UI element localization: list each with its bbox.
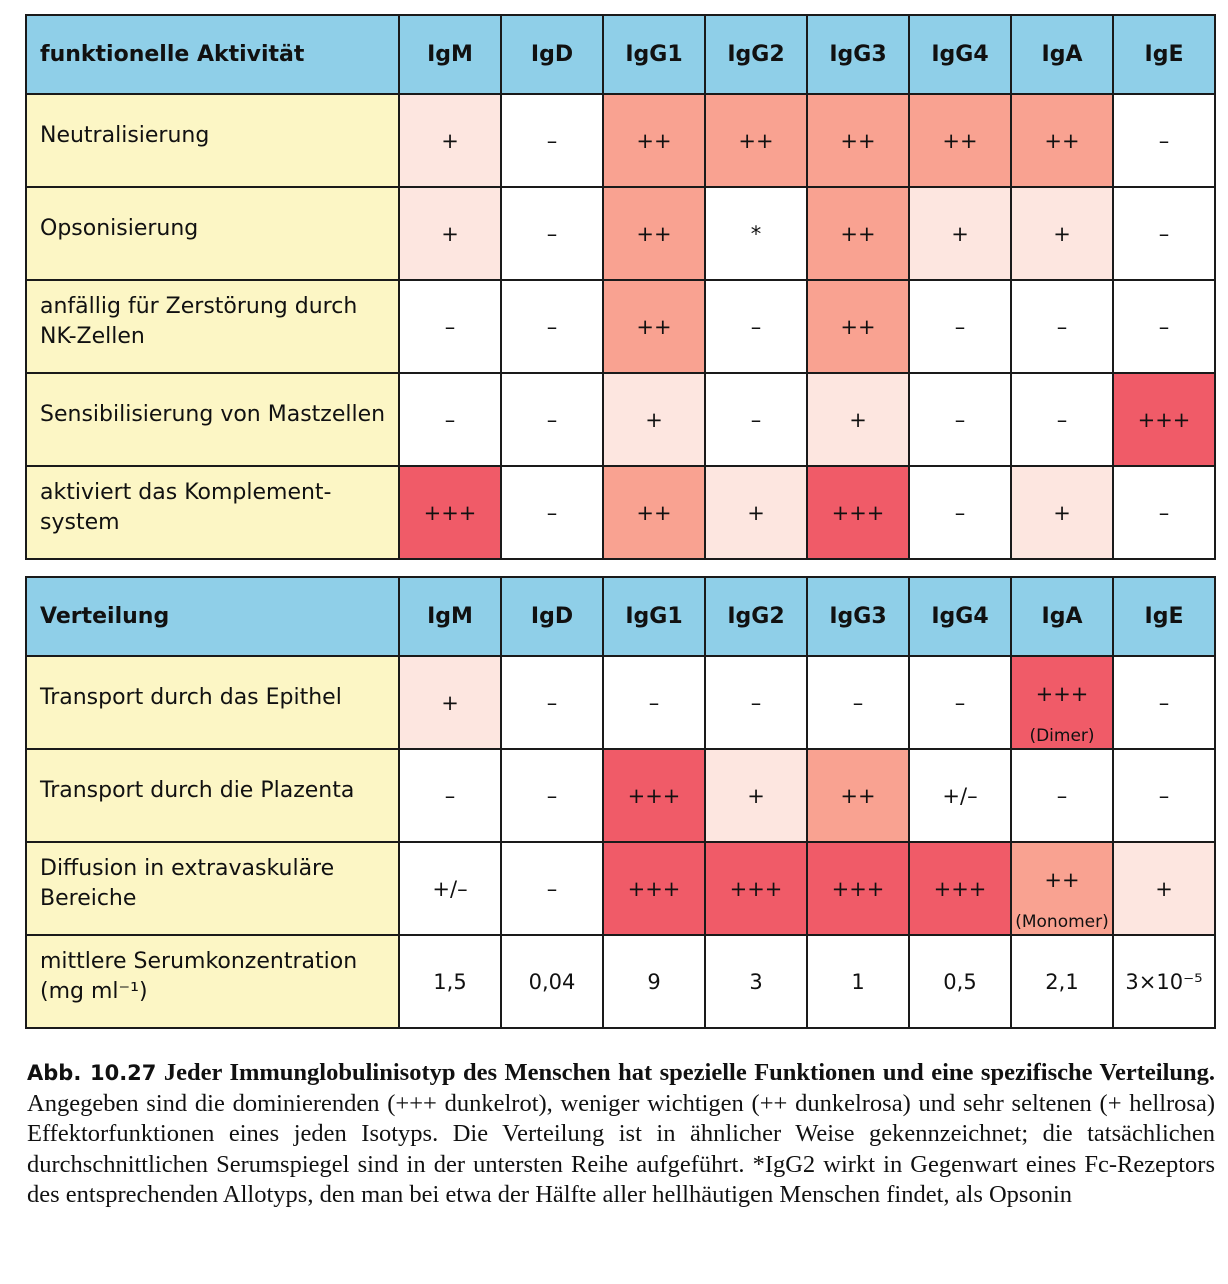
cell-value: ++: [636, 221, 672, 246]
table-cell: [1113, 935, 1215, 1028]
table-cell: [603, 842, 705, 935]
cell-value: –: [1056, 407, 1068, 432]
table-cell: [1113, 94, 1215, 187]
table-cell: [1011, 94, 1113, 187]
cell-value: ++: [840, 314, 876, 339]
table-cell: [807, 466, 909, 559]
table-cell: [705, 373, 807, 466]
table-cell: [501, 280, 603, 373]
cell-value: ++: [636, 314, 672, 339]
cell-value: –: [750, 314, 762, 339]
table-cell: [807, 749, 909, 842]
cell-value: –: [1158, 221, 1170, 246]
table-cell: [1113, 466, 1215, 559]
table-cell: [603, 373, 705, 466]
row-label: Neutralisierung: [26, 94, 399, 187]
cell-value: +: [1155, 876, 1173, 901]
table-cell: [501, 749, 603, 842]
cell-value: –: [648, 690, 660, 715]
distribution-table-body: [26, 656, 1215, 1028]
cell-note: (Monomer): [1015, 912, 1109, 932]
cell-value: –: [444, 407, 456, 432]
table-row: [26, 373, 1215, 466]
table-cell: [603, 656, 705, 749]
cell-value: +/–: [432, 876, 468, 901]
cell-value: –: [546, 407, 558, 432]
function-header-row: [26, 15, 1215, 94]
cell-value: 9: [647, 969, 661, 994]
cell-value: ++: [738, 128, 774, 153]
cell-value: –: [1056, 314, 1068, 339]
table-row: [26, 935, 1215, 1028]
cell-value: ++: [840, 783, 876, 808]
table-cell: [1011, 187, 1113, 280]
table-cell: [807, 656, 909, 749]
cell-value: +++: [1035, 681, 1089, 706]
isotype-header-iga: IgA: [1011, 15, 1113, 94]
table-cell: [1113, 749, 1215, 842]
table-cell: [705, 842, 807, 935]
isotype-header-igg1: IgG1: [603, 577, 705, 656]
figure-description: Angegeben sind die dominierenden (+++ dunkelrot), weniger wichtigen (++ dunkelrosa) und sehr seltenen (+ hellrosa) Effektorfunktionen eines jeden Isotyps. Die Verteilung ist in ähnlicher Weise gekennzeichnet; die tatsächlichen durchschnittlichen Serumspiegel sind in der untersten Reihe aufgeführt. *IgG2 wirkt in Gegenwart eines Fc-Rezeptors des entsprechenden Allotyps, den man bei etwa der Hälfte aller hellhäutigen Menschen findet, als Opsonin: [27, 1089, 1215, 1208]
table-cell: [1011, 280, 1113, 373]
table-cell: [1011, 373, 1113, 466]
cell-value: 1,5: [433, 969, 467, 994]
table-cell: [807, 842, 909, 935]
table-cell: [603, 280, 705, 373]
table-cell: [501, 187, 603, 280]
table-cell: [807, 935, 909, 1028]
table-cell: [399, 656, 501, 749]
row-label: aktiviert das Komplement-system: [26, 466, 399, 559]
row-label: Opsonisierung: [26, 187, 399, 280]
table-row: [26, 280, 1215, 373]
table-cell: [1011, 749, 1113, 842]
isotype-header-igd: IgD: [501, 15, 603, 94]
row-label: mittlere Serumkonzentration (mg ml⁻¹): [26, 935, 399, 1028]
isotype-header-igg3: IgG3: [807, 15, 909, 94]
table-cell: [705, 466, 807, 559]
table-cell: [1113, 373, 1215, 466]
table-cell: [1113, 842, 1215, 935]
table-cell: [501, 373, 603, 466]
table-cell: [399, 280, 501, 373]
table-cell: [399, 935, 501, 1028]
row-label: Transport durch die Plazenta: [26, 749, 399, 842]
cell-value: +++: [831, 500, 885, 525]
table-cell: [603, 466, 705, 559]
cell-value: –: [546, 690, 558, 715]
figure-caption: [27, 1058, 1215, 1211]
cell-value: +: [951, 221, 969, 246]
table-cell: [501, 656, 603, 749]
cell-value: +: [441, 128, 459, 153]
cell-value: +: [849, 407, 867, 432]
table-cell: [603, 749, 705, 842]
table-cell: [909, 842, 1011, 935]
isotype-header-igg2: IgG2: [705, 577, 807, 656]
table-cell: [909, 935, 1011, 1028]
cell-value: +: [1053, 221, 1071, 246]
cell-value: +: [747, 500, 765, 525]
table-cell: [1011, 656, 1113, 749]
isotype-header-iga: IgA: [1011, 577, 1113, 656]
distribution-header-label: Verteilung: [26, 577, 399, 656]
table-cell: [399, 94, 501, 187]
cell-value: 1: [851, 969, 865, 994]
cell-value: –: [546, 783, 558, 808]
table-cell: [1011, 842, 1113, 935]
cell-value: –: [750, 407, 762, 432]
isotype-header-igg3: IgG3: [807, 577, 909, 656]
table-cell: [603, 94, 705, 187]
isotype-header-igg4: IgG4: [909, 15, 1011, 94]
distribution-header-row: [26, 577, 1215, 656]
row-label: Transport durch das Epithel: [26, 656, 399, 749]
table-row: [26, 749, 1215, 842]
cell-value: –: [546, 128, 558, 153]
cell-value: +++: [933, 876, 987, 901]
isotype-header-igd: IgD: [501, 577, 603, 656]
table-row: [26, 94, 1215, 187]
function-header-label: funktionelle Aktivität: [26, 15, 399, 94]
table-cell: [909, 280, 1011, 373]
cell-value: +++: [423, 500, 477, 525]
table-row: [26, 466, 1215, 559]
table-row: [26, 187, 1215, 280]
table-cell: [399, 466, 501, 559]
isotype-header-igg1: IgG1: [603, 15, 705, 94]
cell-value: –: [546, 221, 558, 246]
cell-value: –: [546, 500, 558, 525]
table-cell: [399, 749, 501, 842]
table-cell: [399, 842, 501, 935]
cell-value: –: [954, 314, 966, 339]
table-cell: [501, 935, 603, 1028]
cell-value: –: [1158, 314, 1170, 339]
table-cell: [807, 94, 909, 187]
table-cell: [501, 842, 603, 935]
table-cell: [1113, 656, 1215, 749]
cell-value: ++: [1044, 128, 1080, 153]
cell-value: ++: [1044, 867, 1080, 892]
cell-value: +: [747, 783, 765, 808]
table-cell: [1113, 187, 1215, 280]
figure-number: Abb. 10.27: [27, 1061, 157, 1085]
cell-value: –: [1158, 500, 1170, 525]
isotype-header-igg4: IgG4: [909, 577, 1011, 656]
cell-value: –: [444, 783, 456, 808]
cell-note: (Dimer): [1029, 726, 1095, 746]
table-cell: [705, 656, 807, 749]
table-cell: [909, 373, 1011, 466]
table-cell: [705, 187, 807, 280]
table-cell: [909, 466, 1011, 559]
table-cell: [807, 280, 909, 373]
distribution-table: [25, 576, 1216, 1029]
cell-value: +++: [831, 876, 885, 901]
cell-value: –: [546, 314, 558, 339]
isotype-header-ige: IgE: [1113, 15, 1215, 94]
cell-value: *: [750, 221, 762, 246]
table-cell: [705, 94, 807, 187]
cell-value: –: [954, 407, 966, 432]
row-label: Sensibilisierung von Mastzellen: [26, 373, 399, 466]
cell-value: ++: [636, 500, 672, 525]
table-cell: [705, 280, 807, 373]
row-label: anfällig für Zerstörung durch NK-Zellen: [26, 280, 399, 373]
cell-value: +++: [627, 783, 681, 808]
cell-value: –: [444, 314, 456, 339]
cell-value: 0,04: [528, 969, 576, 994]
cell-value: +/–: [942, 783, 978, 808]
cell-value: –: [1158, 690, 1170, 715]
cell-value: +++: [1137, 407, 1191, 432]
table-cell: [399, 373, 501, 466]
table-cell: [399, 187, 501, 280]
table-row: [26, 842, 1215, 935]
cell-value: +: [441, 221, 459, 246]
table-cell: [807, 187, 909, 280]
cell-value: –: [1056, 783, 1068, 808]
table-cell: [501, 466, 603, 559]
cell-value: 0,5: [943, 969, 977, 994]
cell-value: –: [546, 876, 558, 901]
cell-value: –: [954, 500, 966, 525]
table-cell: [603, 187, 705, 280]
cell-value: –: [852, 690, 864, 715]
table-cell: [1113, 280, 1215, 373]
table-cell: [705, 935, 807, 1028]
isotype-header-ige: IgE: [1113, 577, 1215, 656]
cell-value: ++: [840, 221, 876, 246]
function-table-body: [26, 94, 1215, 559]
table-cell: [807, 373, 909, 466]
cell-value: 3×10⁻⁵: [1125, 969, 1203, 994]
cell-value: ++: [942, 128, 978, 153]
table-cell: [705, 749, 807, 842]
function-table: [25, 14, 1216, 560]
table-row: [26, 656, 1215, 749]
cell-value: –: [750, 690, 762, 715]
cell-value: +: [441, 690, 459, 715]
cell-value: +: [645, 407, 663, 432]
table-cell: [1011, 466, 1113, 559]
cell-value: –: [954, 690, 966, 715]
isotype-header-igm: IgM: [399, 577, 501, 656]
table-cell: [909, 749, 1011, 842]
isotype-header-igg2: IgG2: [705, 15, 807, 94]
cell-value: 2,1: [1045, 969, 1079, 994]
cell-value: 3: [749, 969, 763, 994]
cell-value: ++: [636, 128, 672, 153]
table-cell: [909, 656, 1011, 749]
table-cell: [909, 187, 1011, 280]
cell-value: +: [1053, 500, 1071, 525]
cell-value: –: [1158, 128, 1170, 153]
table-cell: [603, 935, 705, 1028]
cell-value: +++: [729, 876, 783, 901]
row-label: Diffusion in extravaskuläre Bereiche: [26, 842, 399, 935]
table-cell: [909, 94, 1011, 187]
isotype-header-igm: IgM: [399, 15, 501, 94]
cell-value: ++: [840, 128, 876, 153]
figure-title: Jeder Immunglobulinisotyp des Menschen hat spezielle Funktionen und eine spezifische Verteilung.: [163, 1059, 1216, 1086]
table-cell: [501, 94, 603, 187]
cell-value: –: [1158, 783, 1170, 808]
cell-value: +++: [627, 876, 681, 901]
table-cell: [1011, 935, 1113, 1028]
